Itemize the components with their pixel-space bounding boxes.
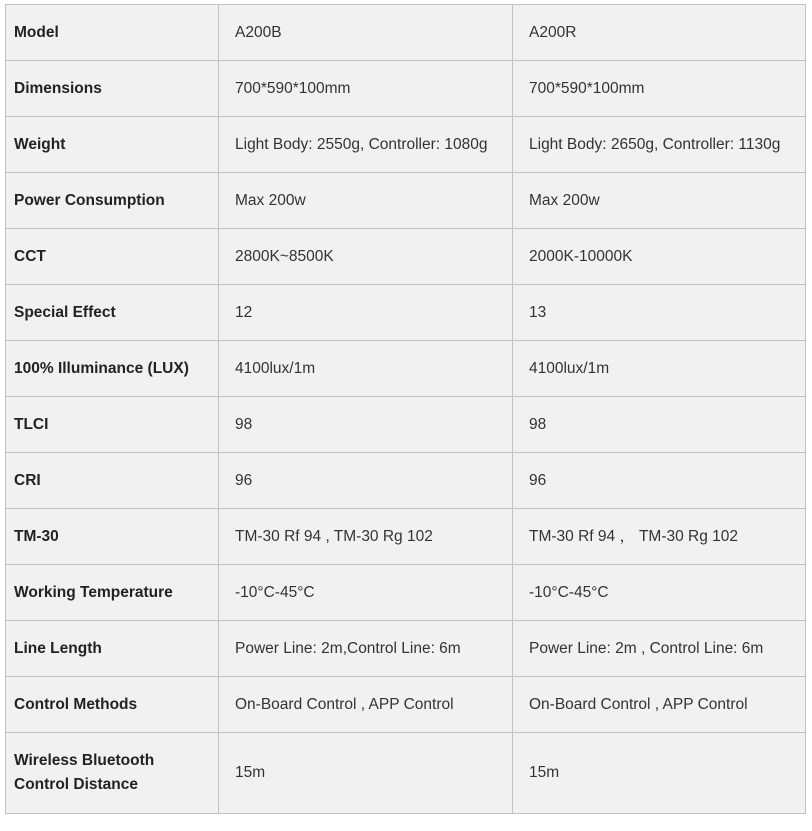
- cell-a200b: 98: [219, 397, 513, 453]
- cell-a200b: Power Line: 2m,Control Line: 6m: [219, 621, 513, 677]
- cell-a200b: A200B: [219, 5, 513, 61]
- cell-a200b: On-Board Control , APP Control: [219, 677, 513, 733]
- row-label: 100% Illuminance (LUX): [6, 341, 219, 397]
- row-label: Special Effect: [6, 285, 219, 341]
- cell-a200r: 2000K-10000K: [513, 229, 806, 285]
- cell-a200r: 13: [513, 285, 806, 341]
- cell-a200b: 700*590*100mm: [219, 61, 513, 117]
- spec-comparison-table: [5, 4, 806, 814]
- table-row-control-methods: [6, 677, 806, 733]
- row-label: Model: [6, 5, 219, 61]
- row-label: Line Length: [6, 621, 219, 677]
- cell-a200r: On-Board Control , APP Control: [513, 677, 806, 733]
- cell-a200b: 2800K~8500K: [219, 229, 513, 285]
- cell-a200b: 15m: [219, 733, 513, 814]
- row-label: [6, 733, 219, 814]
- cell-a200r: Max 200w: [513, 173, 806, 229]
- cell-a200r: 98: [513, 397, 806, 453]
- table-row-dimensions: [6, 61, 806, 117]
- row-label: Control Methods: [6, 677, 219, 733]
- row-label: CCT: [6, 229, 219, 285]
- table-row-cri: [6, 453, 806, 509]
- row-label: Working Temperature: [6, 565, 219, 621]
- cell-a200r: 96: [513, 453, 806, 509]
- row-label: TLCI: [6, 397, 219, 453]
- table-row-tlci: [6, 397, 806, 453]
- row-label: Power Consumption: [6, 173, 219, 229]
- cell-a200b: Max 200w: [219, 173, 513, 229]
- cell-a200r: 700*590*100mm: [513, 61, 806, 117]
- table-row-special-effect: [6, 285, 806, 341]
- cell-a200b: 12: [219, 285, 513, 341]
- cell-a200b: TM-30 Rf 94 , TM-30 Rg 102: [219, 509, 513, 565]
- table-row-weight: [6, 117, 806, 173]
- table-row-bluetooth-distance: [6, 733, 806, 814]
- table-row-illuminance: [6, 341, 806, 397]
- cell-a200r: Power Line: 2m , Control Line: 6m: [513, 621, 806, 677]
- cell-a200r: Light Body: 2650g, Controller: 1130g: [513, 117, 806, 173]
- cell-a200r: TM-30 Rf 94 ， TM-30 Rg 102: [513, 509, 806, 565]
- row-label: CRI: [6, 453, 219, 509]
- cell-a200b: -10°C-45°C: [219, 565, 513, 621]
- table-row-line-length: [6, 621, 806, 677]
- row-label-line-2: Control Distance: [14, 776, 139, 793]
- row-label: Weight: [6, 117, 219, 173]
- row-label-line-1: Wireless Bluetooth: [14, 752, 155, 769]
- table-row-working-temperature: [6, 565, 806, 621]
- cell-a200b: 4100lux/1m: [219, 341, 513, 397]
- row-label: TM-30: [6, 509, 219, 565]
- table-row-model: [6, 5, 806, 61]
- cell-a200r: A200R: [513, 5, 806, 61]
- cell-a200b: Light Body: 2550g, Controller: 1080g: [219, 117, 513, 173]
- table-row-power-consumption: [6, 173, 806, 229]
- row-label: Dimensions: [6, 61, 219, 117]
- table-row-tm30: [6, 509, 806, 565]
- cell-a200b: 96: [219, 453, 513, 509]
- cell-a200r: 4100lux/1m: [513, 341, 806, 397]
- table-row-cct: [6, 229, 806, 285]
- cell-a200r: 15m: [513, 733, 806, 814]
- cell-a200r: -10°C-45°C: [513, 565, 806, 621]
